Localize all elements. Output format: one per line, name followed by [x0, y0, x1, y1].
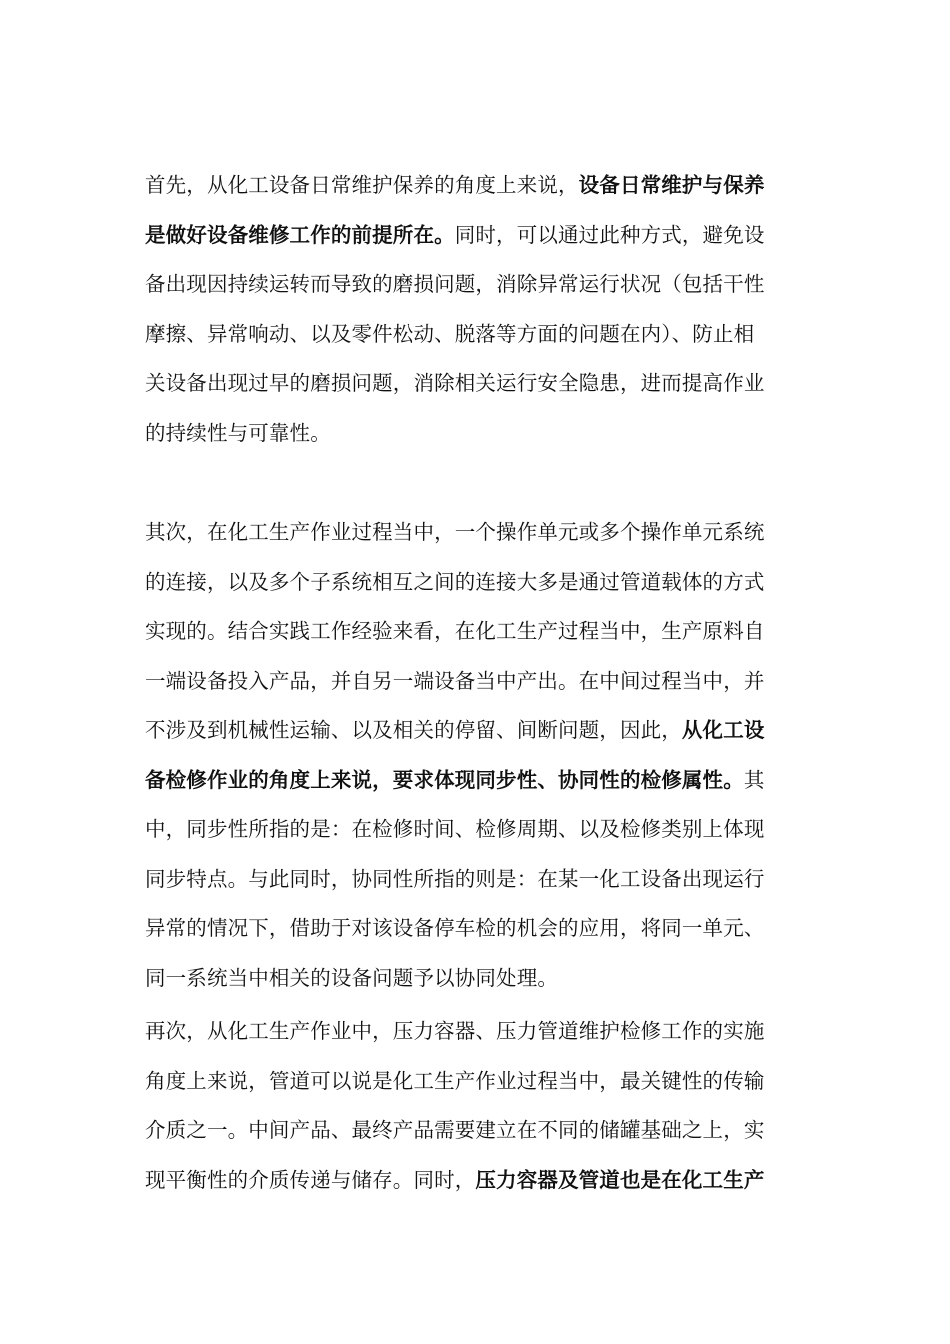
text-run: 介质之一。中间产品、最终产品需要建立在不同的储罐基础之上，实 — [145, 1118, 765, 1142]
text-run: 首先，从化工设备日常维护保养的角度上来说， — [145, 173, 579, 197]
text-line — [145, 260, 810, 310]
text-run: 同一系统当中相关的设备问题予以协同处理。 — [145, 965, 558, 990]
text-line — [145, 855, 810, 905]
paragraph-1 — [145, 161, 810, 458]
text-run: 现平衡性的介质传递与储存。同时， — [145, 1167, 476, 1192]
text-run: 关设备出现过早的磨损问题，消除相关运行安全隐患，进而提高作业 — [145, 371, 765, 395]
text-line — [145, 607, 810, 657]
text-line — [145, 706, 810, 756]
text-run: 再次，从化工生产作业中，压力容器、压力管道维护检修工作的实施 — [145, 1019, 765, 1043]
text-run: 备出现因持续运转而导致的磨损问题，消除异常运行状况（包括干性 — [145, 272, 765, 296]
text-line — [145, 1156, 810, 1206]
text-line — [145, 161, 810, 211]
text-line — [145, 1057, 810, 1107]
text-run: 摩擦、异常响动、以及零件松动、脱落等方面的问题在内）、防止相 — [145, 321, 755, 346]
text-line — [145, 558, 810, 608]
paragraph-2 — [145, 508, 810, 1003]
text-line — [145, 211, 810, 261]
text-run: 的持续性与可靠性。 — [145, 420, 331, 445]
text-run: 一端设备投入产品，并自另一端设备当中产出。在中间过程当中，并 — [145, 668, 765, 693]
text-run: 其次，在化工生产作业过程当中，一个操作单元或多个操作单元系统 — [145, 520, 765, 544]
text-line — [145, 409, 810, 459]
text-line — [145, 310, 810, 360]
text-run: 同时，可以通过此种方式，避免设 — [454, 222, 765, 247]
bold-text-run: 从化工设 — [681, 718, 765, 742]
text-line — [145, 904, 810, 954]
text-run: 角度上来说，管道可以说是化工生产作业过程当中，最关键性的传输 — [145, 1068, 765, 1093]
bold-text-run: 压力容器及管道也是在化工生产 — [475, 1167, 765, 1192]
text-run: 中，同步性所指的是：在检修时间、检修周期、以及检修类别上体现 — [145, 817, 765, 841]
text-run: 其 — [743, 767, 765, 792]
text-run: 异常的情况下，借助于对该设备停车检的机会的应用，将同一单元、 — [145, 916, 765, 940]
text-line — [145, 657, 810, 707]
text-line — [145, 756, 810, 806]
text-run: 的连接，以及多个子系统相互之间的连接大多是通过管道载体的方式 — [145, 569, 765, 594]
text-line — [145, 359, 810, 409]
text-line — [145, 954, 810, 1004]
text-run: 实现的。结合实践工作经验来看，在化工生产过程当中，生产原料自 — [145, 619, 765, 643]
text-line — [145, 1106, 810, 1156]
text-line — [145, 805, 810, 855]
text-run: 同步特点。与此同时，协同性所指的则是：在某一化工设备出现运行 — [145, 866, 765, 891]
bold-text-run: 设备日常维护与保养 — [578, 173, 765, 197]
text-line — [145, 508, 810, 558]
paragraph-3 — [145, 1007, 810, 1205]
text-line — [145, 1007, 810, 1057]
text-run: 不涉及到机械性运输、以及相关的停留、间断问题，因此， — [145, 718, 682, 742]
bold-text-run: 是做好设备维修工作的前提所在。 — [145, 222, 455, 247]
bold-text-run: 备检修作业的角度上来说，要求体现同步性、协同性的检修属性。 — [145, 767, 744, 792]
